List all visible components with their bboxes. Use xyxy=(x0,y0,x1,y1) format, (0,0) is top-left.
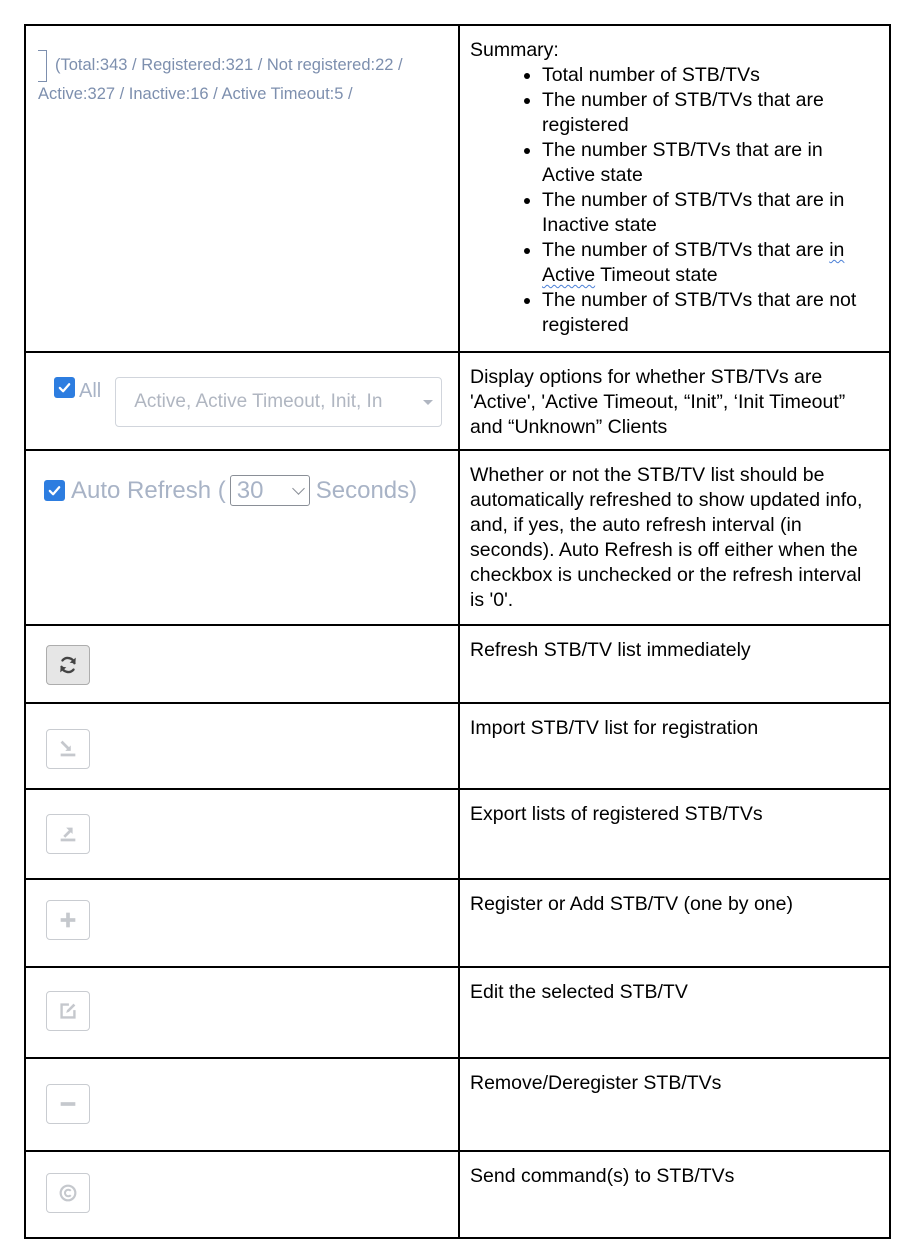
auto-refresh-control xyxy=(44,475,417,506)
import-preview-cell xyxy=(25,703,459,789)
add-button[interactable] xyxy=(46,900,90,940)
documentation-table xyxy=(24,24,891,1239)
export-button[interactable] xyxy=(46,814,90,854)
summary-bullet: • The number of STB/TVs that are not registered xyxy=(542,288,879,338)
plus-icon xyxy=(57,909,79,931)
summary-bullet xyxy=(542,238,879,288)
minus-icon xyxy=(57,1093,79,1115)
refresh-icon xyxy=(57,654,79,676)
summary-bullet-list xyxy=(470,63,879,338)
import-icon xyxy=(57,738,79,760)
auto-refresh-row xyxy=(25,450,890,625)
summary-row xyxy=(25,25,890,352)
state-multiselect-value: Active, Active Timeout, Init, In xyxy=(134,391,383,412)
filter-preview-cell xyxy=(25,352,459,450)
add-description-cell: Register or Add STB/TV (one by one) xyxy=(459,879,890,967)
caret-down-icon xyxy=(423,400,433,405)
edit-preview-cell xyxy=(25,967,459,1058)
auto-refresh-description-cell: Whether or not the STB/TV list should be automatically refreshed to show updated info, and, if yes, the auto refresh interval (in seconds). Auto Refresh is off either when the checkbox is unchecked or the refresh interval is '0'. xyxy=(459,450,890,625)
summary-bullet: • Total number of STB/TVs xyxy=(542,63,879,88)
seconds-label: Seconds) xyxy=(315,476,418,504)
auto-refresh-checkbox[interactable] xyxy=(44,480,65,501)
chevron-down-icon xyxy=(292,482,305,495)
remove-preview-cell xyxy=(25,1058,459,1151)
export-preview-cell xyxy=(25,789,459,879)
summary-bullet: • The number of STB/TVs that are registered xyxy=(542,88,879,138)
all-checkbox[interactable] xyxy=(54,377,75,398)
checkmark-icon xyxy=(47,483,62,498)
auto-refresh-label: Auto Refresh ( xyxy=(71,476,226,504)
bracket-mark xyxy=(38,50,47,82)
remove-description-cell: Remove/Deregister STB/TVs xyxy=(459,1058,890,1151)
edit-button[interactable] xyxy=(46,991,90,1031)
checkmark-icon xyxy=(57,380,72,395)
remove-button[interactable] xyxy=(46,1084,90,1124)
refresh-interval-select[interactable] xyxy=(230,475,310,506)
command-row xyxy=(25,1151,890,1238)
export-icon xyxy=(57,823,79,845)
refresh-preview-cell xyxy=(25,625,459,703)
client-filter xyxy=(54,377,442,427)
filter-description-cell: Display options for whether STB/TVs are 'Active', 'Active Timeout, “Init”, ‘Init Timeout” and “Unknown” Clients xyxy=(459,352,890,450)
refresh-interval-value: 30 xyxy=(236,476,264,504)
add-preview-cell xyxy=(25,879,459,967)
remove-row xyxy=(25,1058,890,1151)
summary-preview-cell xyxy=(25,25,459,352)
summary-description-cell xyxy=(459,25,890,352)
summary-title: Summary: xyxy=(470,39,559,61)
edit-row xyxy=(25,967,890,1058)
import-button[interactable] xyxy=(46,729,90,769)
all-checkbox-label: All xyxy=(79,380,102,402)
command-preview-cell xyxy=(25,1151,459,1238)
stb-counts-line xyxy=(38,50,458,107)
edit-icon xyxy=(57,1000,79,1022)
filter-row xyxy=(25,352,890,450)
counts-text: (Total:343 / Registered:321 / Not registered:22 / Active:327 / Inactive:16 / Active Timeout:5 / xyxy=(38,56,403,103)
command-icon xyxy=(57,1182,79,1204)
export-row xyxy=(25,789,890,879)
summary-bullet: • The number STB/TVs that are in Active state xyxy=(542,138,879,188)
export-description-cell: Export lists of registered STB/TVs xyxy=(459,789,890,879)
edit-description-cell: Edit the selected STB/TV xyxy=(459,967,890,1058)
state-multiselect[interactable] xyxy=(115,377,442,427)
summary-bullet: • The number of STB/TVs that are in Inactive state xyxy=(542,188,879,238)
spellcheck-underlined-text: in Active xyxy=(542,239,845,286)
refresh-button[interactable] xyxy=(46,645,90,685)
import-row xyxy=(25,703,890,789)
add-row xyxy=(25,879,890,967)
command-description-cell: Send command(s) to STB/TVs xyxy=(459,1151,890,1238)
refresh-description-cell: Refresh STB/TV list immediately xyxy=(459,625,890,703)
auto-refresh-preview-cell xyxy=(25,450,459,625)
import-description-cell: Import STB/TV list for registration xyxy=(459,703,890,789)
bullet-text: Timeout state xyxy=(595,264,718,286)
bullet-text: The number of STB/TVs that are xyxy=(542,239,830,261)
refresh-row xyxy=(25,625,890,703)
command-button[interactable] xyxy=(46,1173,90,1213)
